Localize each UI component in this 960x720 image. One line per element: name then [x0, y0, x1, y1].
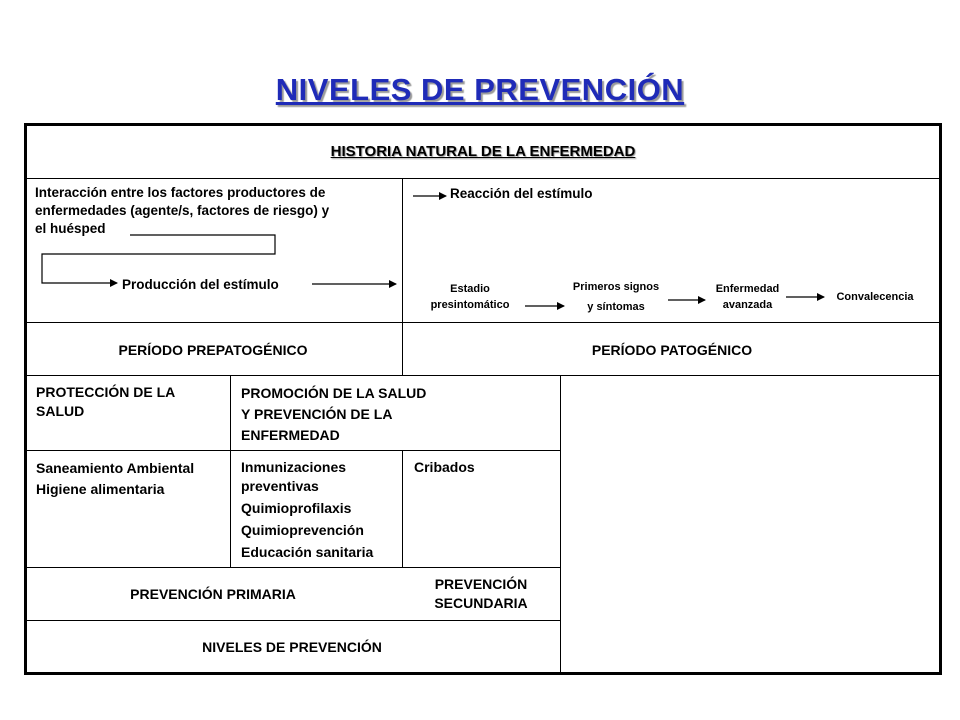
level-primary: PREVENCIÓN PRIMARIA	[130, 586, 296, 602]
list-item: Inmunizaciones	[241, 459, 347, 475]
level-footer: NIVELES DE PREVENCIÓN	[202, 639, 382, 655]
level-line: PREVENCIÓN	[434, 576, 528, 592]
period-pathogenic: PERÍODO PATOGÉNICO	[591, 342, 753, 358]
page-title: NIVELES DE PREVENCIÓN	[275, 72, 685, 107]
stage-line: y síntomas	[587, 301, 645, 313]
stage-line: presintomático	[430, 299, 510, 311]
level-line: SECUNDARIA	[434, 595, 528, 611]
column-line: ENFERMEDAD	[241, 427, 340, 443]
stage-line: Enfermedad	[715, 283, 780, 295]
diagram-header: HISTORIA NATURAL DE LA ENFERMEDAD	[330, 143, 636, 160]
stimulus-reaction-label: Reacción del estímulo	[450, 186, 593, 201]
list-item: preventivas	[241, 478, 319, 494]
column-line: PROTECCIÓN DE LA	[36, 384, 176, 400]
description-line: el huésped	[35, 221, 106, 236]
stage-line: Estadio	[450, 283, 490, 295]
column-line: Y PREVENCIÓN DE LA	[241, 406, 393, 422]
column-line: SALUD	[36, 403, 85, 419]
period-prepathogenic: PERÍODO PREPATOGÉNICO	[118, 342, 308, 358]
description-line: enfermedades (agente/s, factores de riesgo) y	[35, 203, 330, 218]
list-item: Saneamiento Ambiental	[36, 460, 195, 476]
list-item: Quimioprofilaxis	[241, 500, 352, 516]
stage-line: Primeros signos	[572, 281, 660, 293]
stage-line: avanzada	[722, 299, 773, 311]
stage-convalescence: Convalecencia	[836, 291, 914, 303]
stimulus-production-label: Producción del estímulo	[122, 277, 279, 292]
column-line: PROMOCIÓN DE LA SALUD	[241, 385, 427, 401]
list-item: Quimioprevención	[241, 522, 364, 538]
list-item: Educación sanitaria	[241, 544, 374, 560]
description-line: Interacción entre los factores productores de	[35, 185, 326, 200]
connector-line	[42, 235, 275, 283]
list-item: Higiene alimentaria	[36, 481, 165, 497]
screening-item: Cribados	[414, 459, 475, 475]
